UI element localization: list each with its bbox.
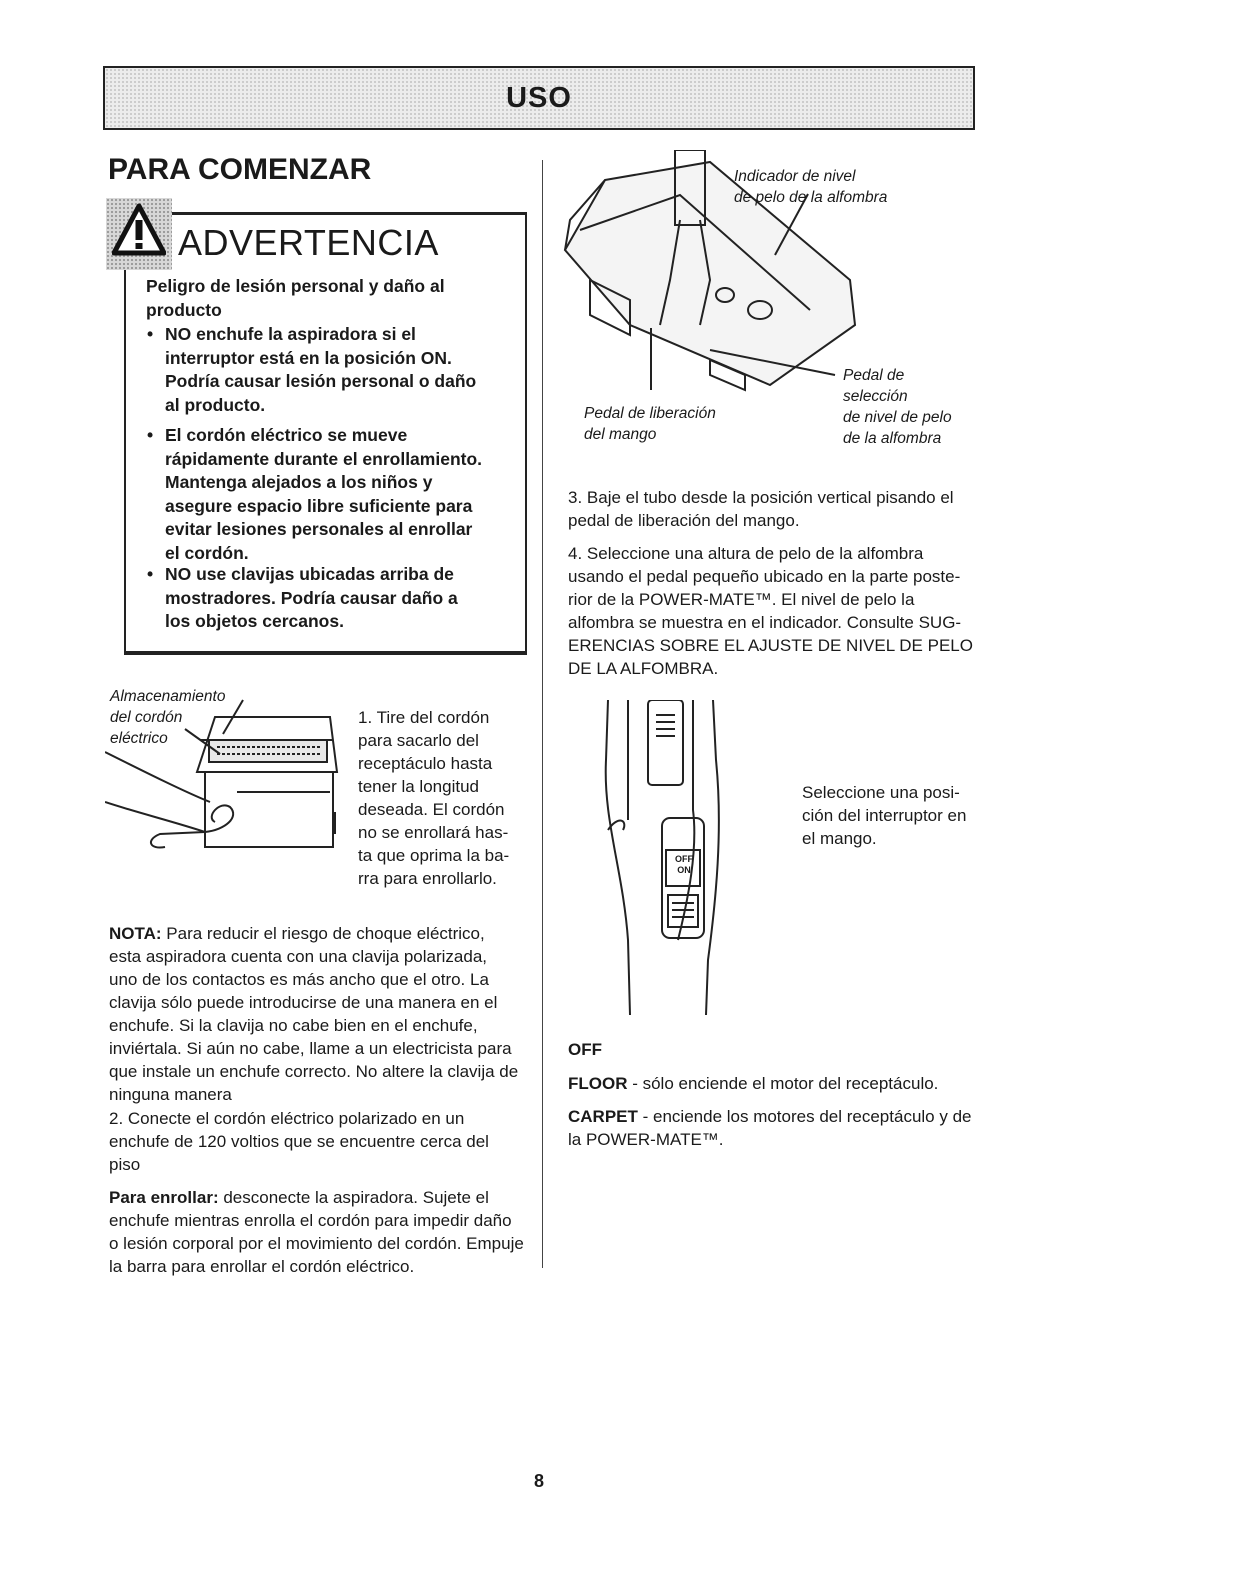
select-pedal-label: Pedal de selección de nivel de pelo de la alfombra <box>843 367 952 447</box>
enrollar-paragraph: Para enrollar: desconecte la aspiradora. Sujete el enchufe mientras enrolla el cordón para impedir daño o lesión corporal por el movimiento del cordón. Empuje la barra para enrollar el cordón eléctrico. <box>109 1188 524 1276</box>
mode-floor: FLOOR - sólo enciende el motor del receptáculo. <box>568 1074 939 1093</box>
step-1-text: 1. Tire del cordón para sacarlo del receptáculo hasta tener la longitud deseada. El cordón no se enrollará has- ta que oprima la ba- rra para enrollarlo. <box>358 708 510 888</box>
switch-caption: Seleccione una posi- ción del interruptor en el mango. <box>802 783 967 848</box>
section-title: PARA COMENZAR <box>108 153 372 186</box>
warning-bullet: • El cordón eléctrico se mueve rápidamente durante el enrollamiento. Mantenga alejados a los niños y asegure espacio libre suficiente para evitar lesiones personales al enrollar el cordón. <box>147 425 483 563</box>
bullet-dot: • <box>147 324 154 344</box>
step-2-text: 2. Conecte el cordón eléctrico polarizado en un enchufe de 120 voltios que se encuentre cerca del piso <box>109 1109 489 1174</box>
header-title: USO <box>506 81 572 114</box>
warning-intro: Peligro de lesión personal y daño al producto <box>146 276 445 320</box>
page-number: 8 <box>534 1471 545 1491</box>
cord-storage-illustration <box>105 672 350 867</box>
step-4-text: 4. Seleccione una altura de pelo de la alfombra usando el pedal pequeño ubicado en la parte poste- rior de la POWER-MATE™. El nivel de pelo la alfombra se muestra en el indicador. Consulte SUG- ERENCIAS SOBRE EL AJUSTE DE NIVEL DE PELO DE LA ALFOMBRA. <box>568 544 973 678</box>
step-3-text: 3. Baje el tubo desde la posición vertical pisando el pedal de liberación del mango. <box>568 488 954 530</box>
warning-title: ADVERTENCIA <box>178 222 439 263</box>
warning-bullet: • NO use clavijas ubicadas arriba de mostradores. Podría causar daño a los objetos cercanos. <box>147 564 458 631</box>
warning-triangle-icon <box>112 203 166 262</box>
bullet-dot: • <box>147 425 154 445</box>
warning-bullet: • NO enchufe la aspiradora si el interruptor está en la posición ON. Podría causar lesión personal o daño al producto. <box>147 324 477 415</box>
handle-switch-markings: OFF ON <box>675 854 693 875</box>
release-pedal-label: Pedal de liberación del mango <box>584 405 716 443</box>
column-divider <box>542 160 543 1268</box>
header-banner <box>103 66 975 130</box>
cord-storage-label: Almacenamiento del cordón eléctrico <box>110 688 226 747</box>
indicator-label: Indicador de nivel de pelo de la alfombra <box>734 168 888 206</box>
mode-carpet: CARPET - enciende los motores del receptáculo y de la POWER-MATE™. <box>568 1107 972 1149</box>
nota-paragraph: NOTA: Para reducir el riesgo de choque eléctrico, esta aspiradora cuenta con una clavija polarizada, uno de los contactos es más ancho que el otro. La clavija sólo puede introducirse de una manera en el enchufe. Si la clavija no cabe bien en el enchufe, inviértala. Si aún no cabe, llame a un electricista para que instale un enchufe correcto. No altere la clavija de ninguna manera <box>109 924 519 1104</box>
bullet-dot: • <box>147 564 154 584</box>
mode-off-label: OFF <box>568 1040 602 1059</box>
handle-illustration <box>598 700 733 1020</box>
